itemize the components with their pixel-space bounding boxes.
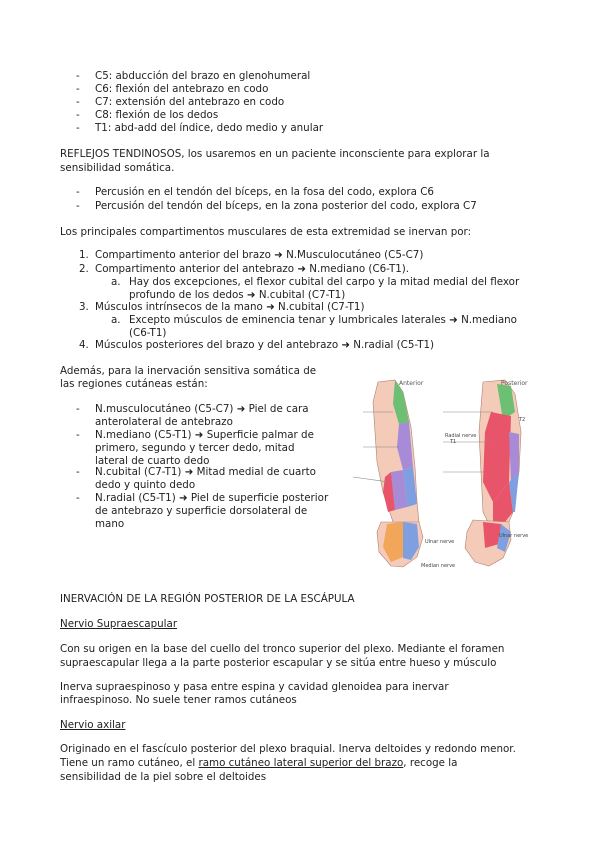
figure-label-radial: Radial nerve: [445, 433, 477, 439]
list-item: C8: flexión de los dedos: [95, 109, 219, 121]
bullet: -: [76, 466, 80, 478]
sub-item-line: profundo de los dedos ➜ N.cubital (C7-T1): [129, 289, 346, 301]
list-item-line: N.radial (C5-T1) ➜ Piel de superficie posterior: [95, 492, 329, 504]
subsection-title: Nervio Supraescapular: [60, 618, 178, 630]
bullet: -: [76, 122, 80, 134]
figure-label-posterior: Posterior: [501, 380, 528, 387]
sub-item-line: Hay dos excepciones, el flexor cubital del carpo y la mitad medial del flexor: [129, 276, 520, 288]
list-item-line: N.mediano (C5-T1) ➜ Superficie palmar de: [95, 429, 314, 441]
list-item-line: de antebrazo y superficie dorsolateral de: [95, 505, 308, 517]
list-number: 1.: [79, 249, 89, 261]
list-item-line: primero, segundo y tercer dedo, mitad: [95, 442, 295, 454]
list-item: Músculos intrínsecos de la mano ➜ N.cubital (C7-T1): [95, 301, 365, 313]
figure-label-ulnar-anterior: Ulnar nerve: [425, 539, 455, 545]
list-item: Compartimento anterior del brazo ➜ N.Musculocutáneo (C5-C7): [95, 249, 424, 261]
text-span: , recoge la: [403, 757, 458, 769]
figure-label-ulnar-posterior: Ulnar nerve: [499, 533, 529, 539]
cutanea-intro-line: Además, para la inervación sensitiva somática de: [60, 365, 317, 377]
figure-label-median: Median nerve: [421, 563, 456, 569]
bullet: -: [76, 96, 80, 108]
paragraph-line: [60, 757, 457, 770]
figure-label-t2: T2: [519, 417, 526, 423]
sub-letter: a.: [111, 314, 121, 326]
sub-item-line: (C6-T1): [129, 327, 167, 339]
sub-item-line: Excepto músculos de eminencia tenar y lumbricales laterales ➜ N.mediano: [129, 314, 517, 326]
compartimentos-intro: Los principales compartimentos musculares de esta extremidad se inervan por:: [60, 226, 472, 238]
label-leader-lines: [353, 412, 493, 482]
list-item: Percusión del tendón del bíceps, en la zona posterior del codo, explora C7: [95, 200, 477, 212]
bullet: -: [76, 492, 80, 504]
bullet: -: [76, 186, 80, 198]
list-item-line: mano: [95, 518, 125, 530]
paragraph-line: Originado en el fascículo posterior del plexo braquial. Inerva deltoides y redondo menor.: [60, 743, 516, 755]
list-item: Músculos posteriores del brazo y del antebrazo ➜ N.radial (C5-T1): [95, 339, 435, 351]
list-item: C5: abducción del brazo en glenohumeral: [95, 70, 311, 82]
list-item: T1: abd-add del índice, dedo medio y anular: [95, 122, 324, 134]
paragraph-line: supraescapular llega a la parte posterior escapular y se sitúa entre hueso y músculo: [60, 657, 497, 669]
arm-dermatome-figure: [333, 372, 533, 572]
bullet: -: [76, 83, 80, 95]
bullet: -: [76, 403, 80, 415]
bullet: -: [76, 429, 80, 441]
list-item: C7: extensión del antebrazo en codo: [95, 96, 285, 108]
paragraph-line: infraespinoso. No suele tener ramos cutáneos: [60, 694, 297, 706]
list-item: C6: flexión del antebrazo en codo: [95, 83, 269, 95]
paragraph-line: Inerva supraespinoso y pasa entre espina y cavidad glenoidea para inervar: [60, 681, 449, 693]
list-item-line: dedo y quinto dedo: [95, 479, 196, 491]
list-number: 4.: [79, 339, 89, 351]
figure-label-anterior: Anterior: [399, 380, 424, 387]
bullet: -: [76, 70, 80, 82]
list-item-line: anterolateral de antebrazo: [95, 416, 233, 428]
cutanea-intro-line: las regiones cutáneas están:: [60, 378, 208, 390]
bullet: -: [76, 200, 80, 212]
list-item: Compartimento anterior del antebrazo ➜ N.mediano (C6-T1).: [95, 263, 410, 275]
paragraph-line: sensibilidad de la piel sobre el deltoides: [60, 771, 267, 783]
bullet: -: [76, 109, 80, 121]
figure-label-t1: T1: [450, 439, 457, 445]
text-span: Tiene un ramo cutáneo, el: [60, 757, 199, 769]
list-item-line: lateral de cuarto dedo: [95, 455, 210, 467]
subsection-title: Nervio axilar: [60, 719, 126, 731]
list-item-line: N.cubital (C7-T1) ➜ Mitad medial de cuarto: [95, 466, 316, 478]
list-number: 2.: [79, 263, 89, 275]
list-item: Percusión en el tendón del bíceps, en la fosa del codo, explora C6: [95, 186, 434, 198]
list-item-line: N.musculocutáneo (C5-C7) ➜ Piel de cara: [95, 403, 309, 415]
list-number: 3.: [79, 301, 89, 313]
reflejos-line1: REFLEJOS TENDINOSOS, los usaremos en un paciente inconsciente para explorar la: [60, 148, 490, 160]
sub-letter: a.: [111, 276, 121, 288]
reflejos-line2: sensibilidad somática.: [60, 162, 175, 174]
paragraph-line: Con su origen en la base del cuello del tronco superior del plexo. Mediante el foramen: [60, 643, 505, 655]
section-heading: INERVACIÓN DE LA REGIÓN POSTERIOR DE LA ESCÁPULA: [60, 593, 355, 605]
underlined-term: ramo cutáneo lateral superior del brazo: [198, 757, 404, 769]
